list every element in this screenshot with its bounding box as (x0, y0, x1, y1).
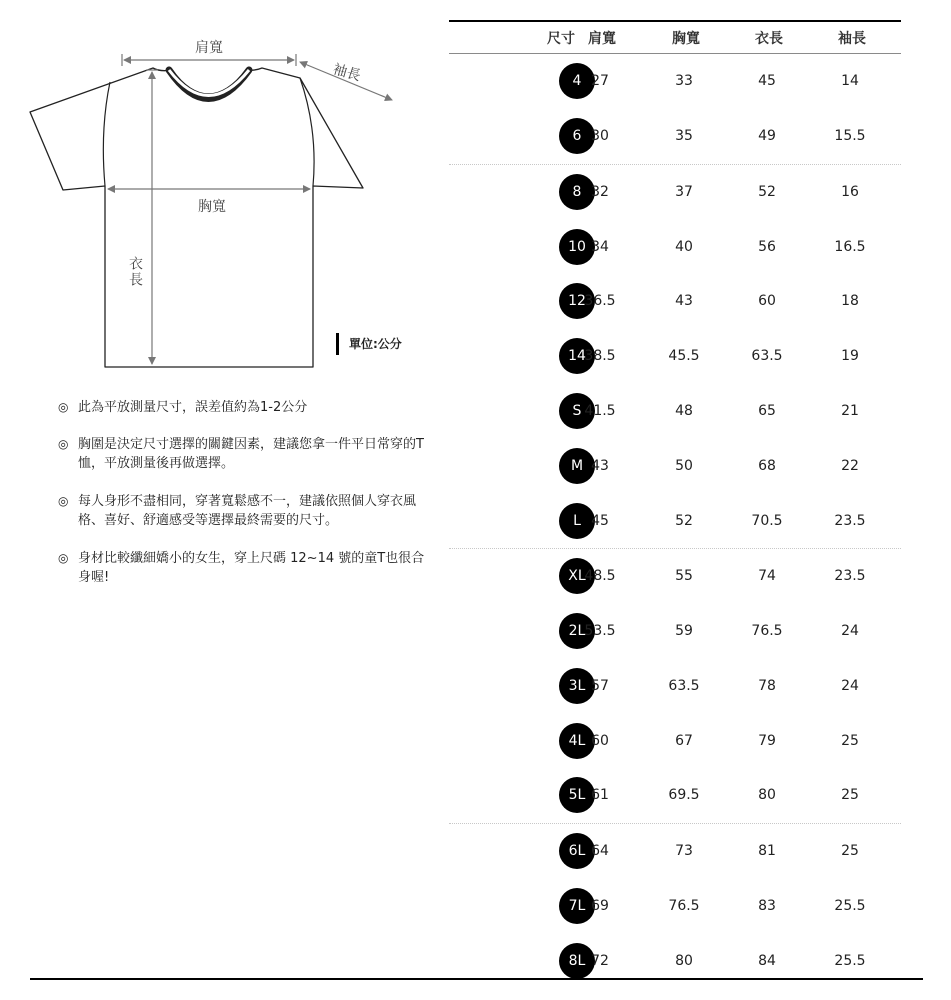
size-badge: 7L (559, 888, 595, 924)
table-row (449, 109, 901, 165)
note-bullet: ◎ (58, 551, 69, 565)
sleeve-cell: 18 (841, 293, 859, 310)
table-row (449, 713, 901, 768)
sleeve-label: 袖長 (331, 61, 363, 85)
note-item (58, 549, 428, 587)
size-badge: 4L (559, 723, 595, 759)
table-row (449, 54, 901, 109)
chest-cell: 48 (675, 402, 693, 419)
shoulder-cell: 34 (591, 238, 609, 255)
chest-cell: 55 (675, 568, 693, 585)
note-text: 身材比較纖細嬌小的女生，穿上尺碼 12~14 號的童T也很合身喔! (78, 551, 425, 585)
length-cell: 68 (758, 457, 776, 474)
size-badge: L (559, 503, 595, 539)
size-badge: XL (559, 558, 595, 594)
size-cell (449, 63, 582, 99)
shoulder-cell: 41.5 (584, 402, 616, 419)
note-text: 每人身形不盡相同，穿著寬鬆感不一，建議依照個人穿衣風格、喜好、舒適感受等選擇最終需要的尺寸。 (78, 494, 417, 528)
table-body (449, 54, 901, 988)
chest-cell: 59 (675, 623, 693, 640)
size-cell (449, 503, 581, 539)
sleeve-cell: 19 (841, 348, 859, 365)
chest-cell: 43 (675, 293, 693, 310)
chest-cell: 37 (675, 183, 693, 200)
chest-cell: 80 (675, 952, 693, 969)
table-row (449, 549, 901, 604)
table-row (449, 274, 901, 329)
length-cell: 83 (758, 897, 776, 914)
shoulder-cell: 38.5 (584, 348, 616, 365)
length-cell: 63.5 (751, 348, 783, 365)
size-cell (449, 448, 584, 484)
size-cell (449, 833, 586, 869)
table-row (449, 165, 901, 220)
length-cell: 79 (758, 732, 776, 749)
length-cell: 78 (758, 677, 776, 694)
size-badge: S (559, 393, 595, 429)
size-cell (449, 393, 582, 429)
shoulder-cell: 69 (591, 897, 609, 914)
shoulder-label: 肩寬 (195, 40, 223, 56)
chest-cell: 35 (675, 128, 693, 145)
sleeve-cell: 25.5 (834, 897, 866, 914)
size-cell (449, 229, 586, 265)
table-row (449, 219, 901, 274)
shoulder-cell: 64 (591, 843, 609, 860)
sleeve-cell: 16.5 (834, 238, 866, 255)
length-cell: 45 (758, 73, 776, 90)
bottom-rule (30, 978, 923, 980)
shoulder-cell: 53.5 (584, 623, 616, 640)
size-badge: 12 (559, 283, 595, 319)
table-row (449, 878, 901, 933)
length-cell: 76.5 (751, 623, 783, 640)
size-badge: 6L (559, 833, 595, 869)
sleeve-cell: 25 (841, 843, 859, 860)
table-row (449, 658, 901, 713)
length-cell: 60 (758, 293, 776, 310)
sleeve-cell: 24 (841, 623, 859, 640)
size-badge: 3L (559, 668, 595, 704)
length-cell: 81 (758, 843, 776, 860)
chest-cell: 69.5 (668, 787, 700, 804)
size-badge: 10 (559, 229, 595, 265)
shoulder-cell: 27 (591, 73, 609, 90)
header-shoulder: 肩寬 (588, 30, 616, 47)
shoulder-cell: 57 (591, 677, 609, 694)
sleeve-cell: 15.5 (834, 128, 866, 145)
chest-cell: 73 (675, 843, 693, 860)
chest-label: 胸寬 (198, 199, 226, 215)
size-badge: 8L (559, 943, 595, 979)
header-size: 尺寸 (547, 30, 575, 47)
chest-cell: 67 (675, 732, 693, 749)
shoulder-cell: 72 (591, 952, 609, 969)
length-cell: 52 (758, 183, 776, 200)
length-cell: 56 (758, 238, 776, 255)
size-badge: 14 (559, 338, 595, 374)
sleeve-cell: 25 (841, 787, 859, 804)
length-cell: 70.5 (751, 512, 783, 529)
size-cell (449, 613, 586, 649)
sleeve-cell: 23.5 (834, 568, 866, 585)
sleeve-cell: 14 (841, 73, 859, 90)
unit-label: 單位:公分 (336, 333, 402, 355)
size-badge: M (559, 448, 595, 484)
shoulder-cell: 60 (591, 732, 609, 749)
table-header (449, 22, 901, 54)
size-cell (449, 338, 586, 374)
table-row (449, 329, 901, 384)
size-cell (449, 283, 586, 319)
length-cell: 84 (758, 952, 776, 969)
size-badge: 6 (559, 118, 595, 154)
size-cell (449, 174, 582, 210)
length-cell: 74 (758, 568, 776, 585)
sleeve-cell: 25 (841, 732, 859, 749)
length-label: 衣長 (127, 256, 143, 288)
sleeve-cell: 16 (841, 183, 859, 200)
sleeve-cell: 22 (841, 457, 859, 474)
table-row (449, 384, 901, 439)
tshirt-diagram (0, 0, 440, 380)
chest-cell: 50 (675, 457, 693, 474)
size-cell (449, 888, 586, 924)
shoulder-cell: 61 (591, 787, 609, 804)
chest-cell: 40 (675, 238, 693, 255)
size-cell (449, 777, 586, 813)
note-bullet: ◎ (58, 400, 69, 414)
chest-cell: 33 (675, 73, 693, 90)
shoulder-cell: 36.5 (584, 293, 616, 310)
length-cell: 80 (758, 787, 776, 804)
note-text: 此為平放測量尺寸，誤差值約為1-2公分 (78, 400, 308, 415)
size-badge: 2L (559, 613, 595, 649)
header-sleeve: 袖長 (838, 30, 866, 47)
sleeve-cell: 25.5 (834, 952, 866, 969)
length-cell: 49 (758, 128, 776, 145)
shoulder-cell: 48.5 (584, 568, 616, 585)
table-row (449, 768, 901, 824)
note-bullet: ◎ (58, 437, 69, 451)
size-cell (449, 668, 586, 704)
size-cell (449, 558, 586, 594)
note-text: 胸圍是決定尺寸選擇的關鍵因素，建議您拿一件平日常穿的T恤，平放測量後再做選擇。 (78, 437, 424, 471)
size-table (449, 20, 901, 988)
size-badge: 8 (559, 174, 595, 210)
chest-cell: 63.5 (668, 677, 700, 694)
note-item (58, 435, 428, 473)
notes-list (58, 398, 428, 587)
sleeve-cell: 23.5 (834, 512, 866, 529)
table-row (449, 493, 901, 549)
header-chest: 胸寬 (672, 30, 700, 47)
chest-cell: 76.5 (668, 897, 700, 914)
shoulder-cell: 30 (591, 128, 609, 145)
note-item (58, 398, 428, 417)
size-cell (449, 118, 582, 154)
shoulder-cell: 32 (591, 183, 609, 200)
shoulder-cell: 43 (591, 457, 609, 474)
sleeve-cell: 24 (841, 677, 859, 694)
size-badge: 4 (559, 63, 595, 99)
table-row (449, 824, 901, 879)
note-item (58, 492, 428, 530)
table-row (449, 438, 901, 493)
size-cell (449, 943, 586, 979)
tshirt-outline (30, 68, 363, 367)
shoulder-cell: 45 (591, 512, 609, 529)
sleeve-cell: 21 (841, 402, 859, 419)
note-bullet: ◎ (58, 494, 69, 508)
size-badge: 5L (559, 777, 595, 813)
chest-cell: 45.5 (668, 348, 700, 365)
size-cell (449, 723, 586, 759)
header-length: 衣長 (755, 30, 783, 47)
length-cell: 65 (758, 402, 776, 419)
chest-cell: 52 (675, 512, 693, 529)
table-row (449, 604, 901, 659)
